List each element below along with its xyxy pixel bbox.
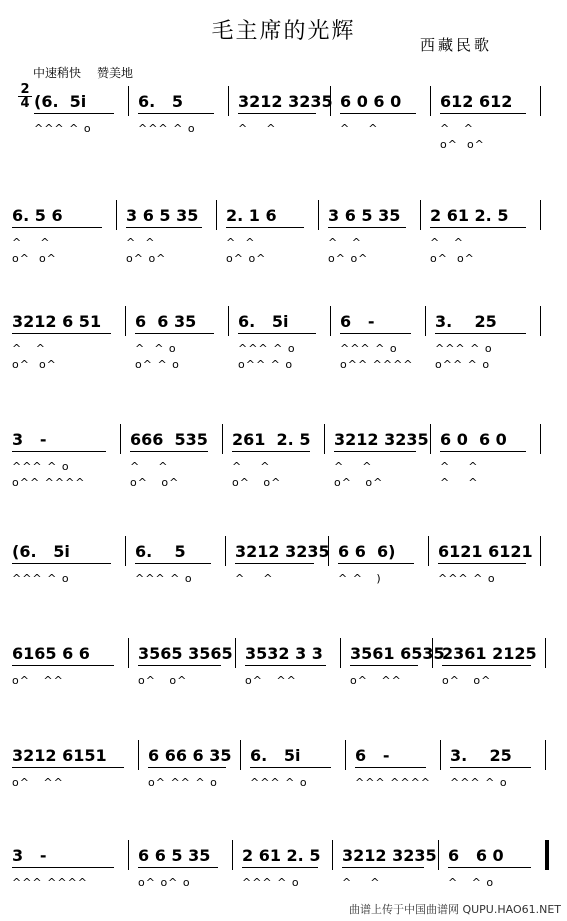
ornament-row-2: o^ ^ o <box>135 358 180 371</box>
ornament-row-1: o^ ^^ <box>245 674 297 687</box>
score-line <box>0 82 567 151</box>
barline <box>324 424 325 454</box>
ornament-row-2: o^ o^ <box>440 138 485 151</box>
ornament-row-2: o^ o^ <box>130 476 180 489</box>
barline <box>430 86 431 116</box>
beam-underline <box>12 867 114 868</box>
barline <box>232 840 233 870</box>
ornament-row-2: o^ o^ <box>328 252 369 265</box>
measure: 3212 6151 <box>12 746 107 765</box>
measure: 6 - <box>355 746 390 765</box>
measure: 666 535 <box>130 430 208 449</box>
barline <box>545 740 546 770</box>
barline <box>240 740 241 770</box>
tempo-marking <box>33 64 133 81</box>
measure: 6 0 6 0 <box>340 92 402 111</box>
ornament-row-1: ^ ^ <box>440 122 474 135</box>
measure: 3212 3235 <box>238 92 333 111</box>
ornament-row-1: ^ ^ <box>430 236 464 249</box>
barline <box>540 424 541 454</box>
ornament-row-2: o^^ ^ o <box>435 358 491 371</box>
ornament-row-1: ^ ^ <box>126 236 156 249</box>
score-line <box>0 536 567 596</box>
ornament-row-1: ^^^ ^ o <box>12 460 70 473</box>
ornament-row-1: ^ ^ <box>340 122 379 135</box>
beam-underline <box>350 665 418 666</box>
beam-underline <box>440 451 526 452</box>
measure: 3212 3235 <box>342 846 437 865</box>
ornament-row-1: ^^^ ^^^^ <box>355 776 432 789</box>
ornament-row-1: ^ ^ <box>12 342 46 355</box>
measure: 6. 5 6 <box>12 206 63 225</box>
measure: 261 2. 5 <box>232 430 311 449</box>
beam-underline <box>138 665 221 666</box>
ornament-row-1: ^^^ ^ o <box>138 122 196 135</box>
beam-underline <box>342 867 424 868</box>
measure: 3 6 5 35 <box>328 206 401 225</box>
ornament-row-1: ^ ^ o <box>135 342 177 355</box>
measure: 2. 1 6 <box>226 206 277 225</box>
beam-underline <box>334 451 416 452</box>
barline <box>332 840 333 870</box>
beam-underline <box>338 563 414 564</box>
ornament-row-1: o^ ^^ <box>12 776 64 789</box>
ornament-row-1: ^^^ ^ o <box>34 122 92 135</box>
beam-underline <box>12 227 102 228</box>
barline <box>235 638 236 668</box>
beam-underline <box>138 867 218 868</box>
measure: 3532 3 3 <box>245 644 323 663</box>
barline <box>430 424 431 454</box>
beam-underline <box>12 333 111 334</box>
barline <box>428 536 429 566</box>
beam-underline <box>135 563 211 564</box>
ornament-row-1: ^ ^ <box>235 572 274 585</box>
measure: 6. 5i <box>238 312 289 331</box>
beam-underline <box>12 563 111 564</box>
barline <box>545 638 546 668</box>
measure: 6121 6121 <box>438 542 533 561</box>
ornament-row-1: ^ ^ <box>328 236 362 249</box>
ornament-row-2: o^ o^ <box>12 252 57 265</box>
beam-underline <box>12 665 114 666</box>
measure: 3561 6535 <box>350 644 445 663</box>
barline <box>340 638 341 668</box>
barline <box>138 740 139 770</box>
barline <box>228 306 229 336</box>
barline <box>128 840 129 870</box>
beam-underline <box>238 113 316 114</box>
measure: 612 612 <box>440 92 513 111</box>
ornament-row-2: o^^ ^ o <box>238 358 294 371</box>
tempo-speed: 中速稍快 <box>33 66 82 80</box>
score-line <box>0 840 567 900</box>
footer-watermark: 曲谱上传于中国曲谱网 QUPU.HAO61.NET <box>348 903 561 916</box>
beam-underline <box>430 227 526 228</box>
ornament-row-1: o^ ^^ ^ o <box>148 776 218 789</box>
ornament-row-1: o^ ^^ <box>350 674 402 687</box>
barline <box>228 86 229 116</box>
beam-underline <box>148 767 226 768</box>
barline <box>545 840 549 870</box>
ornament-row-1: ^^^ ^ o <box>340 342 398 355</box>
barline <box>318 200 319 230</box>
measure: 6 - <box>340 312 375 331</box>
barline <box>222 424 223 454</box>
beam-underline <box>126 227 202 228</box>
beam-underline <box>250 767 331 768</box>
beam-underline <box>34 113 114 114</box>
ornament-row-1: ^ ^ <box>342 876 381 889</box>
ornament-row-2: o^ o^ <box>226 252 267 265</box>
measure: 6. 5 <box>135 542 186 561</box>
measure: 3. 25 <box>450 746 512 765</box>
beam-underline <box>442 665 531 666</box>
barline <box>225 536 226 566</box>
measure: 3. 25 <box>435 312 497 331</box>
ornament-row-1: ^^^ ^ o <box>438 572 496 585</box>
ornament-row-1: ^^^ ^ o <box>450 776 508 789</box>
barline <box>345 740 346 770</box>
barline <box>125 306 126 336</box>
beam-underline <box>438 563 526 564</box>
ornament-row-1: ^ ^ <box>12 236 51 249</box>
barline <box>216 200 217 230</box>
score-line <box>0 740 567 800</box>
barline <box>116 200 117 230</box>
barline <box>128 638 129 668</box>
time-signature-top: 2 <box>20 82 30 97</box>
measure: 3212 6 51 <box>12 312 102 331</box>
beam-underline <box>450 767 531 768</box>
measure: 6 66 6 35 <box>148 746 232 765</box>
beam-underline <box>138 113 214 114</box>
beam-underline <box>242 867 318 868</box>
ornament-row-1: ^^^ ^ o <box>435 342 493 355</box>
measure: 3 6 5 35 <box>126 206 199 225</box>
measure: (6. 5i <box>34 92 87 111</box>
beam-underline <box>435 333 526 334</box>
barline <box>420 200 421 230</box>
ornament-row-1: ^^^ ^^^^ <box>12 876 89 889</box>
barline <box>540 86 541 116</box>
barline <box>540 306 541 336</box>
beam-underline <box>235 563 314 564</box>
ornament-row-1: ^^^ ^ o <box>238 342 296 355</box>
beam-underline <box>340 113 416 114</box>
beam-underline <box>245 665 326 666</box>
measure: 2361 2125 <box>442 644 537 663</box>
ornament-row-1: o^ o^ <box>442 674 492 687</box>
ornament-row-1: ^ ^ o <box>448 876 495 889</box>
measure: (6. 5i <box>12 542 70 561</box>
ornament-row-1: ^ ^ <box>226 236 256 249</box>
ornament-row-1: ^ ^ <box>232 460 271 473</box>
ornament-row-2: o^ o^ <box>430 252 475 265</box>
barline <box>330 306 331 336</box>
ornament-row-1: ^^^ ^ o <box>135 572 193 585</box>
ornament-row-1: ^^^ ^ o <box>242 876 300 889</box>
measure: 6. 5 <box>138 92 184 111</box>
measure: 6165 6 6 <box>12 644 90 663</box>
beam-underline <box>12 767 124 768</box>
ornament-row-1: ^ ^ <box>130 460 169 473</box>
beam-underline <box>130 451 208 452</box>
ornament-row-1: ^ ^ ) <box>338 572 382 585</box>
score-line <box>0 638 567 698</box>
measure: 3565 3565 <box>138 644 233 663</box>
ornament-row-2: o^ o^ <box>334 476 384 489</box>
ornament-row-2: o^^ ^^^^ <box>340 358 414 371</box>
ornament-row-1: o^ ^^ <box>12 674 64 687</box>
barline <box>128 86 129 116</box>
beam-underline <box>232 451 310 452</box>
measure: 6 6 6) <box>338 542 396 561</box>
barline <box>120 424 121 454</box>
ornament-row-1: o^ o^ o <box>138 876 191 889</box>
measure: 6 6 35 <box>135 312 197 331</box>
barline <box>540 536 541 566</box>
ornament-row-2: o^ o^ <box>126 252 167 265</box>
beam-underline <box>328 227 406 228</box>
tempo-expression: 赞美地 <box>97 66 134 80</box>
measure: 3 - <box>12 430 47 449</box>
ornament-row-2: o^ o^ <box>232 476 282 489</box>
ornament-row-1: ^ ^ <box>440 460 479 473</box>
time-signature-bottom: 4 <box>20 96 30 111</box>
measure: 6. 5i <box>250 746 301 765</box>
measure: 6 6 0 <box>448 846 504 865</box>
song-origin: 西藏民歌 <box>420 36 493 54</box>
beam-underline <box>12 451 106 452</box>
ornament-row-1: ^^^ ^ o <box>12 572 70 585</box>
ornament-row-1: ^ ^ <box>238 122 277 135</box>
barline <box>425 306 426 336</box>
score-line <box>0 306 567 371</box>
measure: 6 6 5 35 <box>138 846 211 865</box>
beam-underline <box>238 333 316 334</box>
ornament-row-2: ^ ^ <box>440 476 479 489</box>
beam-underline <box>226 227 304 228</box>
beam-underline <box>340 333 411 334</box>
ornament-row-1: ^^^ ^ o <box>250 776 308 789</box>
score-line <box>0 424 567 489</box>
measure: 6 0 6 0 <box>440 430 507 449</box>
barline <box>540 200 541 230</box>
measure: 2 61 2. 5 <box>430 206 509 225</box>
beam-underline <box>440 113 526 114</box>
measure: 3 - <box>12 846 47 865</box>
beam-underline <box>135 333 214 334</box>
ornament-row-2: o^^ ^^^^ <box>12 476 86 489</box>
measure: 2 61 2. 5 <box>242 846 321 865</box>
ornament-row-1: o^ o^ <box>138 674 188 687</box>
ornament-row-1: ^ ^ <box>334 460 373 473</box>
beam-underline <box>355 767 426 768</box>
barline <box>440 740 441 770</box>
barline <box>438 840 439 870</box>
score-line <box>0 200 567 265</box>
measure: 3212 3235 <box>235 542 330 561</box>
ornament-row-2: o^ o^ <box>12 358 57 371</box>
song-title: 毛主席的光辉 <box>211 19 356 44</box>
beam-underline <box>448 867 531 868</box>
measure: 3212 3235 <box>334 430 429 449</box>
barline <box>125 536 126 566</box>
